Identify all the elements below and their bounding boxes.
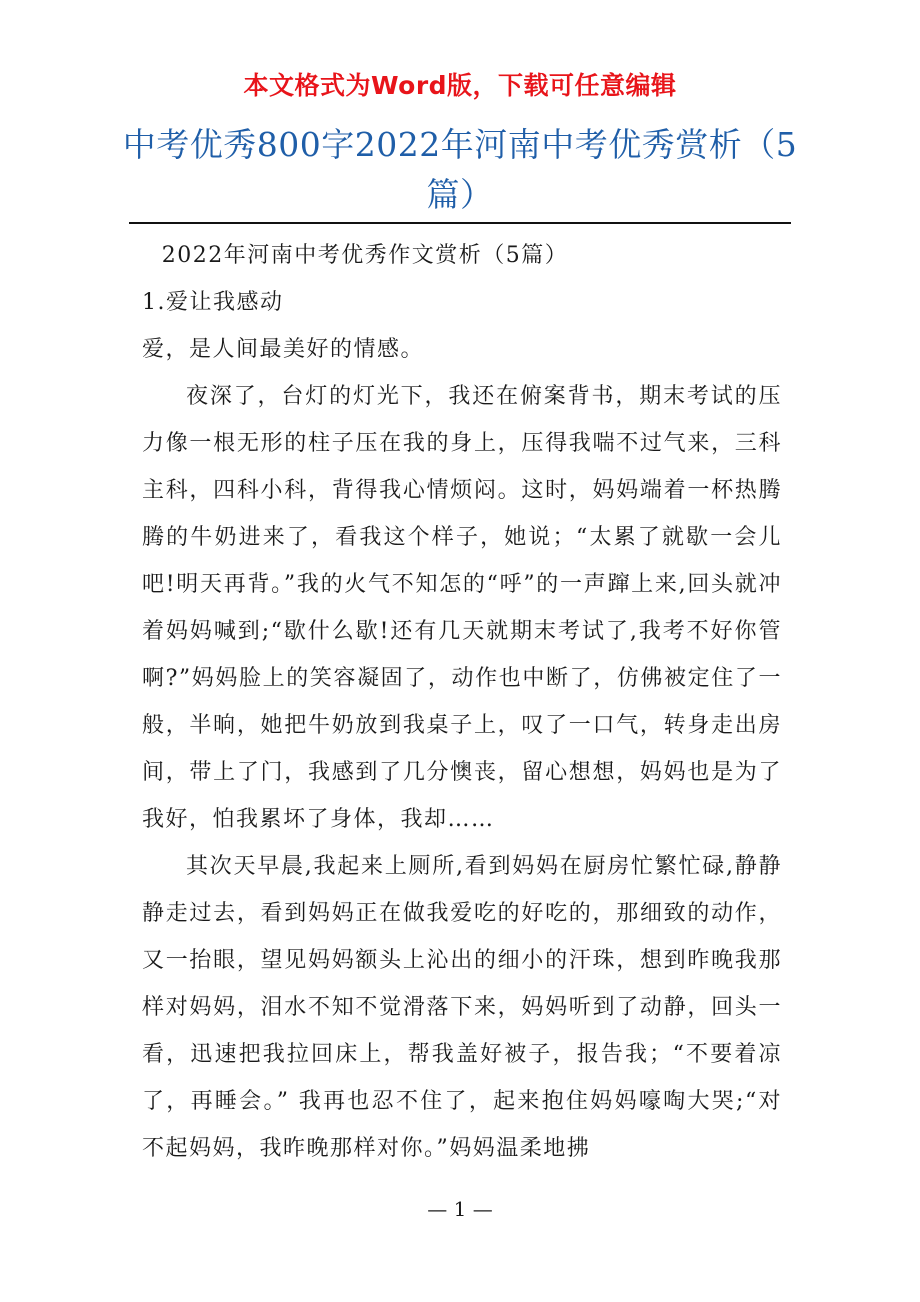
page-number: — 1 — <box>427 1197 493 1221</box>
paragraph: 夜深了，台灯的灯光下，我还在俯案背书，期末考试的压力像一根无形的柱子压在我的身上，压得我喘不过气来，三科主科，四科小科，背得我心情烦闷。这时，妈妈端着一杯热腾腾的牛奶进来了，看我这个样子，她说；“太累了就歇一会儿吧!明天再背。”我的火气不知怎的“呼”的一声蹿上来,回头就冲着妈妈喊到;“歇什么歇!还有几天就期末考试了,我考不好你管啊?”妈妈脸上的笑容凝固了，动作也中断了，仿佛被定住了一般，半晌，她把牛奶放到我桌子上，叹了一口气，转身走出房间，带上了门，我感到了几分懊丧，留心想想，妈妈也是为了我好，怕我累坏了身体，我却…… <box>142 384 782 832</box>
document-body <box>142 232 782 1172</box>
title-divider <box>129 222 791 224</box>
document-title: 中考优秀800字2022年河南中考优秀赏析（5篇） <box>122 125 798 214</box>
section-heading: 1.爱让我感动 <box>142 290 284 315</box>
paragraph: 爱，是人间最美好的情感。 <box>142 337 425 362</box>
format-banner: 本文格式为Word版，下载可任意编辑 <box>243 71 677 100</box>
paragraph: 其次天早晨,我起来上厕所,看到妈妈在厨房忙繁忙碌,静静静走过去，看到妈妈正在做我爱吃的好吃的，那细致的动作，又一抬眼，望见妈妈额头上沁出的细小的汗珠，想到昨晚我那样对妈妈，泪水不知不觉滑落下来，妈妈听到了动静，回头一看，迅速把我拉回床上，帮我盖好被子，报告我；“不要着凉了，再睡会。” 我再也忍不住了，起来抱住妈妈嚎啕大哭;“对不起妈妈，我昨晚那样对你。”妈妈温柔地拂 <box>142 854 782 1161</box>
document-subtitle: 2022年河南中考优秀作文赏析（5篇） <box>161 243 569 268</box>
